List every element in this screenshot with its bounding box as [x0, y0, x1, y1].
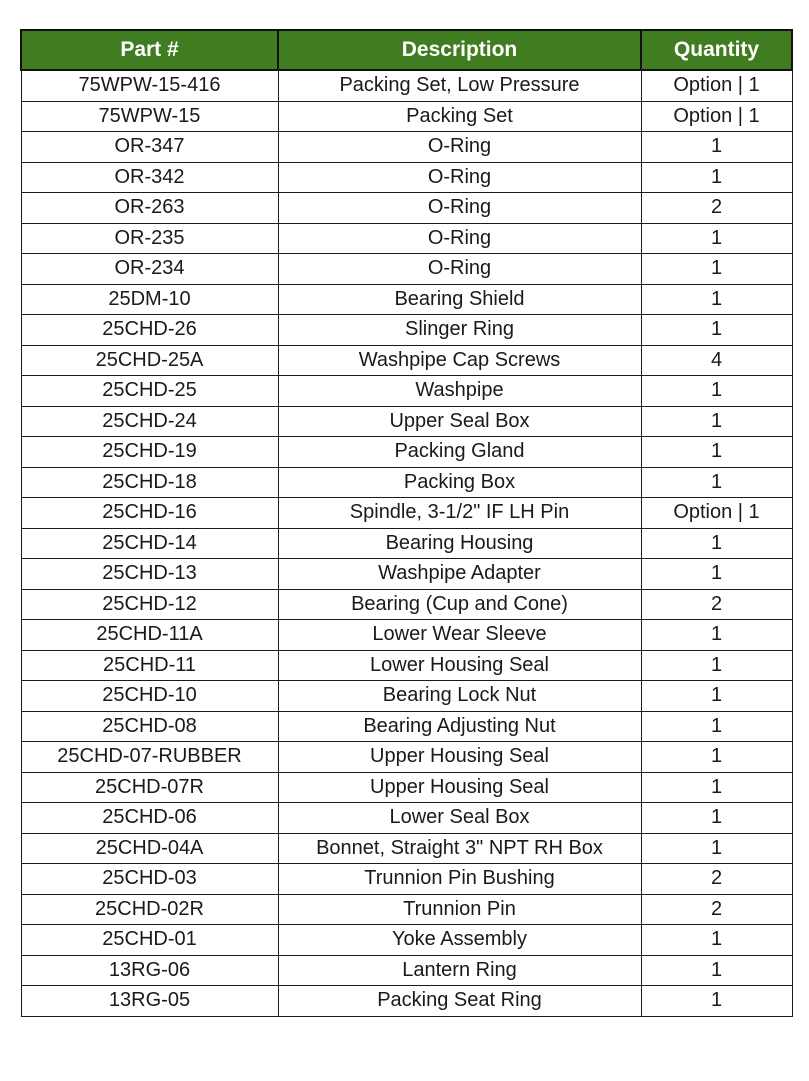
quantity-cell: 1 — [641, 437, 792, 468]
part-number-header: Part # — [21, 30, 278, 70]
part-number-cell: 25CHD-24 — [21, 406, 278, 437]
part-number-cell: 25CHD-26 — [21, 315, 278, 346]
quantity-cell: 1 — [641, 559, 792, 590]
description-cell: O-Ring — [278, 223, 641, 254]
description-cell: Yoke Assembly — [278, 925, 641, 956]
description-cell: Lower Wear Sleeve — [278, 620, 641, 651]
quantity-cell: 1 — [641, 833, 792, 864]
quantity-cell: 1 — [641, 803, 792, 834]
part-number-cell: 25CHD-08 — [21, 711, 278, 742]
part-number-cell: OR-263 — [21, 193, 278, 224]
part-number-cell: 25CHD-25A — [21, 345, 278, 376]
quantity-cell: 1 — [641, 162, 792, 193]
quantity-cell: 1 — [641, 650, 792, 681]
part-number-cell: OR-235 — [21, 223, 278, 254]
part-number-cell: 25CHD-06 — [21, 803, 278, 834]
table-row — [21, 986, 792, 1017]
part-number-cell: 25CHD-14 — [21, 528, 278, 559]
quantity-cell: 2 — [641, 894, 792, 925]
table-row — [21, 833, 792, 864]
table-row — [21, 955, 792, 986]
part-number-cell: 25CHD-03 — [21, 864, 278, 895]
quantity-cell: 1 — [641, 528, 792, 559]
table-row — [21, 132, 792, 163]
parts-table — [20, 29, 793, 1017]
part-number-cell: 25CHD-16 — [21, 498, 278, 529]
table-row — [21, 345, 792, 376]
description-cell: Lantern Ring — [278, 955, 641, 986]
description-cell: Washpipe Cap Screws — [278, 345, 641, 376]
description-cell: O-Ring — [278, 193, 641, 224]
part-number-cell: 25CHD-11 — [21, 650, 278, 681]
table-row — [21, 467, 792, 498]
quantity-cell: 2 — [641, 864, 792, 895]
part-number-cell: 25CHD-10 — [21, 681, 278, 712]
quantity-header: Quantity — [641, 30, 792, 70]
table-row — [21, 559, 792, 590]
table-row — [21, 223, 792, 254]
description-cell: O-Ring — [278, 254, 641, 285]
table-row — [21, 101, 792, 132]
part-number-cell: 25CHD-11A — [21, 620, 278, 651]
description-cell: Slinger Ring — [278, 315, 641, 346]
quantity-cell: 1 — [641, 284, 792, 315]
table-row — [21, 925, 792, 956]
table-row — [21, 681, 792, 712]
quantity-cell: 1 — [641, 772, 792, 803]
table-row — [21, 162, 792, 193]
quantity-cell: 1 — [641, 467, 792, 498]
table-row — [21, 772, 792, 803]
table-row — [21, 315, 792, 346]
quantity-cell: Option | 1 — [641, 498, 792, 529]
part-number-cell: 25CHD-13 — [21, 559, 278, 590]
quantity-cell: 1 — [641, 742, 792, 773]
quantity-cell: 1 — [641, 132, 792, 163]
description-cell: Lower Housing Seal — [278, 650, 641, 681]
table-header — [21, 30, 792, 70]
quantity-cell: 2 — [641, 589, 792, 620]
table-row — [21, 498, 792, 529]
quantity-cell: 1 — [641, 711, 792, 742]
description-cell: Trunnion Pin Bushing — [278, 864, 641, 895]
part-number-cell: 25CHD-02R — [21, 894, 278, 925]
description-cell: Packing Seat Ring — [278, 986, 641, 1017]
table-row — [21, 70, 792, 101]
part-number-cell: OR-234 — [21, 254, 278, 285]
table-row — [21, 589, 792, 620]
part-number-cell: 25CHD-07R — [21, 772, 278, 803]
table-row — [21, 528, 792, 559]
part-number-cell: 13RG-06 — [21, 955, 278, 986]
description-cell: Packing Gland — [278, 437, 641, 468]
table-row — [21, 711, 792, 742]
description-cell: Packing Set, Low Pressure — [278, 70, 641, 101]
description-cell: O-Ring — [278, 162, 641, 193]
table-row — [21, 803, 792, 834]
description-cell: Upper Seal Box — [278, 406, 641, 437]
quantity-cell: 1 — [641, 223, 792, 254]
description-cell: Lower Seal Box — [278, 803, 641, 834]
table-row — [21, 742, 792, 773]
part-number-cell: 25CHD-07-RUBBER — [21, 742, 278, 773]
description-cell: Washpipe — [278, 376, 641, 407]
part-number-cell: OR-347 — [21, 132, 278, 163]
description-cell: Bearing Shield — [278, 284, 641, 315]
table-row — [21, 193, 792, 224]
description-cell: Bearing Housing — [278, 528, 641, 559]
description-cell: Packing Box — [278, 467, 641, 498]
description-cell: Trunnion Pin — [278, 894, 641, 925]
table-row — [21, 620, 792, 651]
quantity-cell: 1 — [641, 406, 792, 437]
quantity-cell: Option | 1 — [641, 70, 792, 101]
description-cell: O-Ring — [278, 132, 641, 163]
table-row — [21, 437, 792, 468]
description-cell: Spindle, 3-1/2" IF LH Pin — [278, 498, 641, 529]
part-number-cell: OR-342 — [21, 162, 278, 193]
quantity-cell: 4 — [641, 345, 792, 376]
table-row — [21, 864, 792, 895]
header-row — [21, 30, 792, 70]
description-cell: Bearing Lock Nut — [278, 681, 641, 712]
table-row — [21, 406, 792, 437]
part-number-cell: 75WPW-15-416 — [21, 70, 278, 101]
quantity-cell: 1 — [641, 925, 792, 956]
part-number-cell: 75WPW-15 — [21, 101, 278, 132]
part-number-cell: 25CHD-18 — [21, 467, 278, 498]
quantity-cell: 1 — [641, 955, 792, 986]
part-number-cell: 13RG-05 — [21, 986, 278, 1017]
quantity-cell: Option | 1 — [641, 101, 792, 132]
description-cell: Bearing (Cup and Cone) — [278, 589, 641, 620]
description-cell: Packing Set — [278, 101, 641, 132]
quantity-cell: 2 — [641, 193, 792, 224]
description-cell: Bonnet, Straight 3" NPT RH Box — [278, 833, 641, 864]
quantity-cell: 1 — [641, 986, 792, 1017]
part-number-cell: 25DM-10 — [21, 284, 278, 315]
part-number-cell: 25CHD-01 — [21, 925, 278, 956]
description-cell: Upper Housing Seal — [278, 772, 641, 803]
table-body — [21, 70, 792, 1016]
description-cell: Bearing Adjusting Nut — [278, 711, 641, 742]
quantity-cell: 1 — [641, 376, 792, 407]
part-number-cell: 25CHD-25 — [21, 376, 278, 407]
table-row — [21, 650, 792, 681]
table-row — [21, 894, 792, 925]
description-cell: Washpipe Adapter — [278, 559, 641, 590]
quantity-cell: 1 — [641, 254, 792, 285]
description-header: Description — [278, 30, 641, 70]
quantity-cell: 1 — [641, 681, 792, 712]
quantity-cell: 1 — [641, 315, 792, 346]
part-number-cell: 25CHD-04A — [21, 833, 278, 864]
description-cell: Upper Housing Seal — [278, 742, 641, 773]
table-row — [21, 376, 792, 407]
quantity-cell: 1 — [641, 620, 792, 651]
table-row — [21, 284, 792, 315]
part-number-cell: 25CHD-19 — [21, 437, 278, 468]
table-row — [21, 254, 792, 285]
part-number-cell: 25CHD-12 — [21, 589, 278, 620]
